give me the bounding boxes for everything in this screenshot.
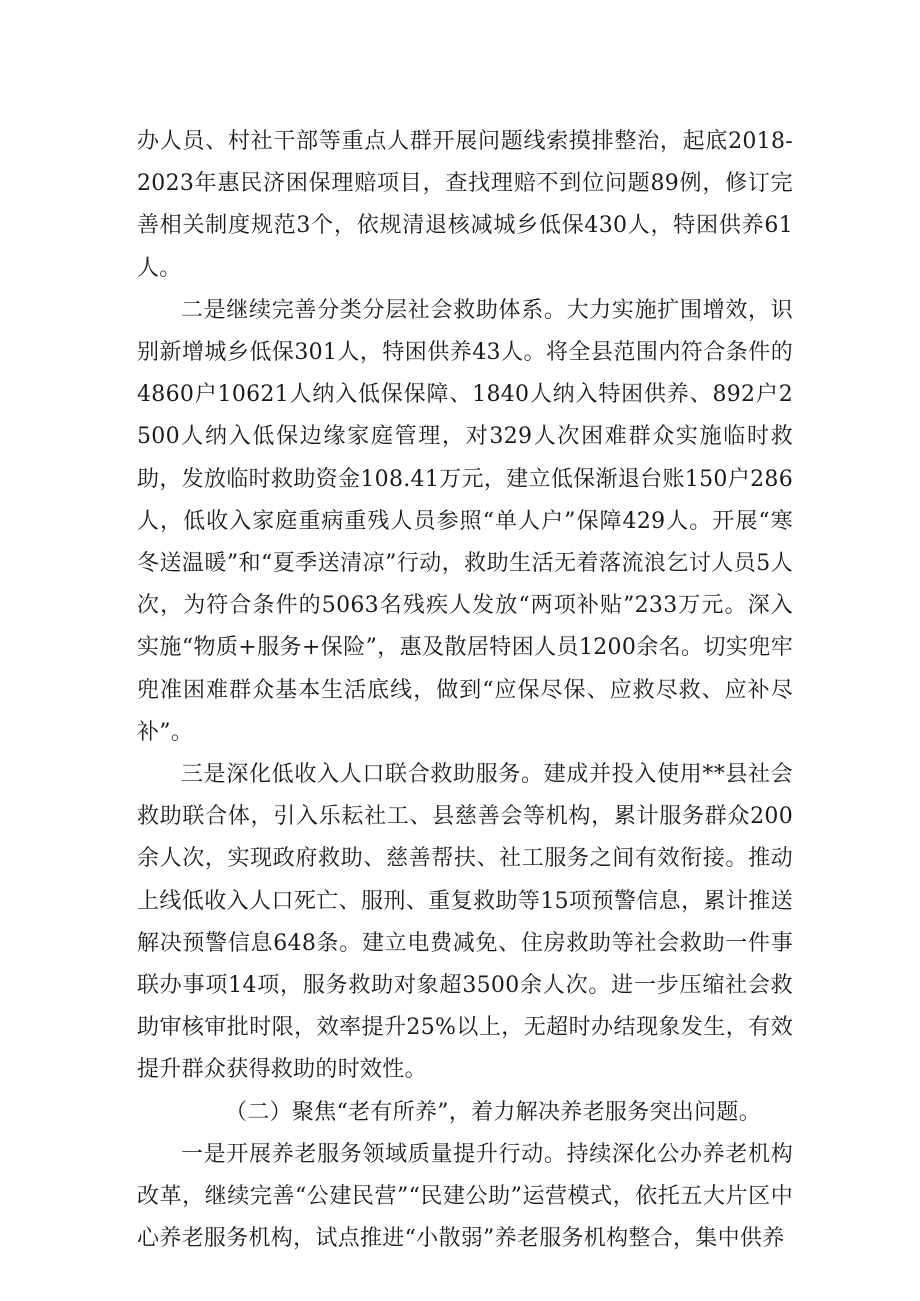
paragraph-elderly-care-quality: 一是开展养老服务领域质量提升行动。持续深化公办养老机构改革，继续完善“公建民营”“民建公助”运营模式，依托五大片区中心养老服务机构，试点推进“小散弱”养老服务机构整合，集中供养 — [137, 1141, 793, 1252]
paragraph-continuation: 办人员、村社干部等重点人群开展问题线索摸排整治，起底2018-2023年惠民济困保理赔项目，查找理赔不到位问题89例，修订完善相关制度规范3个，依规清退核减城乡低保430人，特困供养61人。 — [137, 129, 793, 281]
section-heading-elderly-care: （二）聚焦“老有所养”，着力解决养老服务突出问题。 — [225, 1099, 761, 1125]
paragraph-joint-assistance-service: 三是深化低收入人口联合救助服务。建成并投入使用**县社会救助联合体，引入乐耘社工、县慈善会等机构，累计服务群众200余人次，实现政府救助、慈善帮扶、社工服务之间有效衔接。推动上线低收入人口死亡、服刑、重复救助等15项预警信息，累计推送解决预警信息648条。建立电费减免、住房救助等社会救助一件事联办事项14项，服务救助对象超3500余人次。进一步压缩社会救助审核审批时限，效率提升25%以上，无超时办结现象发生，有效提升群众获得救助的时效性。 — [137, 762, 793, 1083]
paragraph-social-assistance-system: 二是继续完善分类分层社会救助体系。大力实施扩围增效，识别新增城乡低保301人，特困供养43人。将全县范围内符合条件的4860户10621人纳入低保保障、1840人纳入特困供养、892户2500人纳入低保边缘家庭管理，对329人次困难群众实施临时救助，发放临时救助资金108.41万元，建立低保渐退台账150户286人，低收入家庭重病重残人员参照“单人户”保障429人。开展“寒冬送温暖”和“夏季送清凉”行动，救助生活无着落流浪乞讨人员5人次，为符合条件的5063名残疾人发放“两项补贴”233万元。深入实施“物质+服务+保险”，惠及散居特困人员1200余名。切实兜牢兜准困难群众基本生活底线，做到“应保尽保、应救尽救、应补尽补”。 — [137, 297, 793, 745]
document-page — [137, 121, 793, 1260]
